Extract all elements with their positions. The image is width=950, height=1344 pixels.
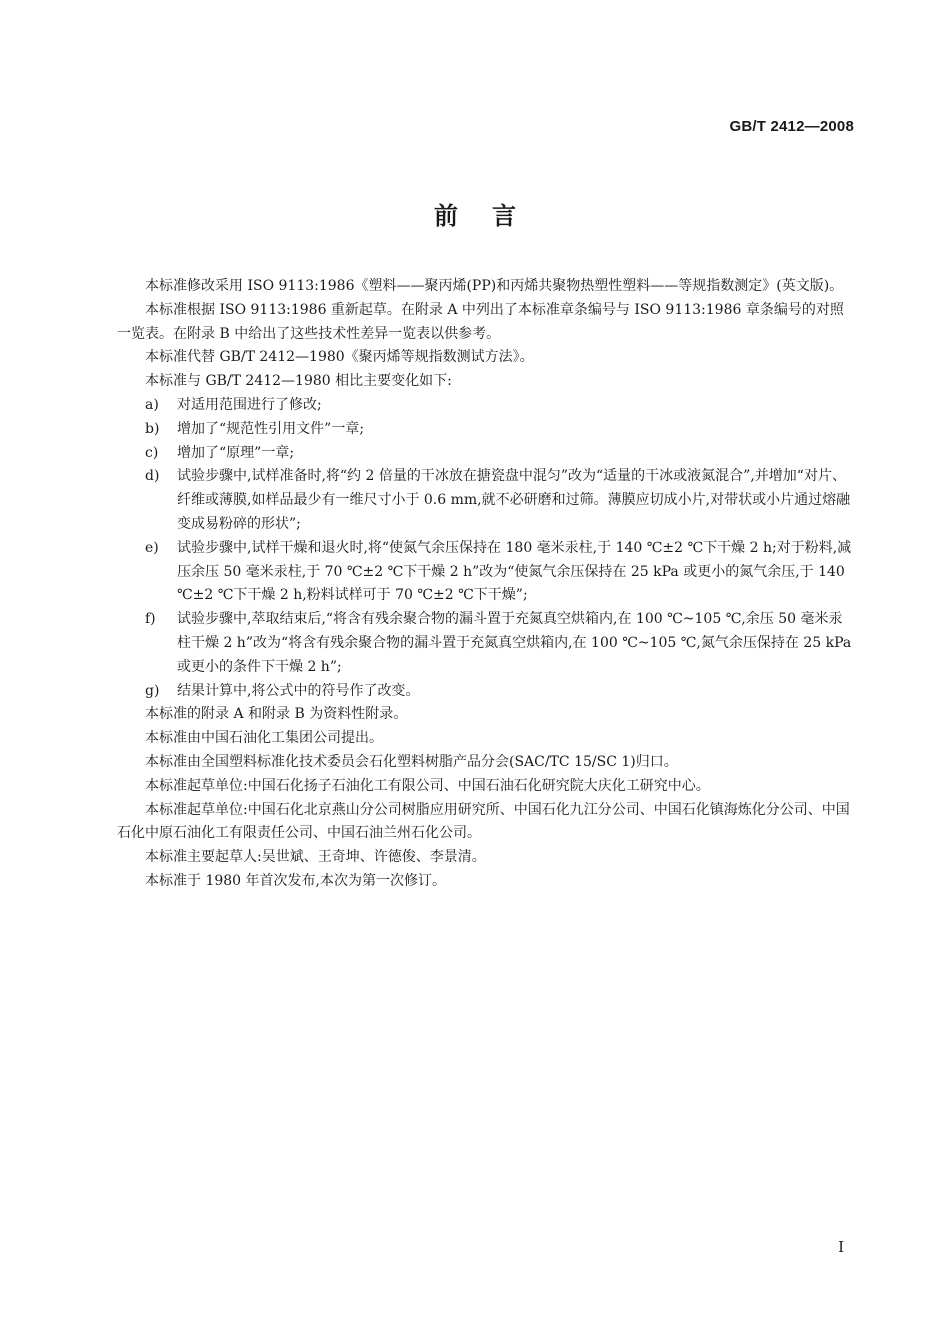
paragraph-drafting: 本标准根据 ISO 9113:1986 重新起草。在附录 A 中列出了本标准章条编号与 ISO 9113:1986 章条编号的对照一览表。在附录 B 中给出了这些技术性差异一览表以供参考。 bbox=[117, 301, 844, 342]
change-item bbox=[117, 418, 855, 442]
change-item bbox=[117, 394, 855, 418]
paragraph-proposer: 本标准由中国石油化工集团公司提出。 bbox=[145, 730, 383, 747]
change-item bbox=[117, 465, 855, 536]
change-text: 增加了“原理”一章; bbox=[177, 444, 295, 461]
page-title: 前言 bbox=[434, 202, 550, 230]
list-marker: c) bbox=[145, 444, 159, 461]
paragraph-drafters: 本标准主要起草人:吴世斌、王奇坤、许德俊、李景清。 bbox=[145, 849, 486, 866]
list-marker: f) bbox=[145, 611, 156, 628]
change-text: 试验步骤中,试样干燥和退火时,将“使氮气余压保持在 180 毫米汞柱,于 140 ℃±2 ℃下干燥 2 h;对于粉料,减压余压 50 毫米汞柱,于 70 ℃±2 ℃下干燥 2 h”改为“使氮气余压保持在 25 kPa 或更小的氮气余压,于 140 ℃±2 ℃下干燥 2 h,粉料试样可于 70 ℃±2 ℃下干燥”; bbox=[177, 539, 852, 604]
list-marker: b) bbox=[145, 420, 160, 437]
list-marker: g) bbox=[145, 682, 160, 699]
paragraph-history: 本标准于 1980 年首次发布,本次为第一次修订。 bbox=[145, 872, 446, 889]
paragraph-replacement: 本标准代替 GB/T 2412—1980《聚丙烯等规指数测试方法》。 bbox=[145, 349, 534, 366]
paragraph-changes-intro: 本标准与 GB/T 2412—1980 相比主要变化如下: bbox=[145, 373, 452, 390]
change-item bbox=[117, 537, 855, 608]
page-number: I bbox=[838, 1238, 844, 1256]
change-text: 对适用范围进行了修改; bbox=[177, 396, 322, 413]
change-text: 增加了“规范性引用文件”一章; bbox=[177, 420, 365, 437]
list-marker: d) bbox=[145, 468, 160, 485]
change-text: 试验步骤中,试样准备时,将“约 2 倍量的干冰放在搪瓷盘中混匀”改为“适量的干冰或液氮混合”,并增加“对片、纤维或薄膜,如样品最少有一维尺寸小于 0.6 mm,就不必研磨和过筛。薄膜应切成小片,对带状或小片通过熔融变成易粉碎的形状”; bbox=[177, 468, 851, 532]
list-marker: a) bbox=[145, 396, 159, 413]
document-body bbox=[117, 275, 855, 894]
paragraph-participating-units: 本标准起草单位:中国石化北京燕山分公司树脂应用研究所、中国石化九江分公司、中国石化镇海炼化分公司、中国石化中原石油化工有限责任公司、中国石油兰州石化公司。 bbox=[117, 801, 850, 842]
change-item bbox=[117, 680, 855, 704]
standard-number: GB/T 2412—2008 bbox=[729, 118, 854, 135]
change-text: 结果计算中,将公式中的符号作了改变。 bbox=[177, 682, 420, 699]
list-marker: e) bbox=[145, 539, 159, 556]
paragraph-drafting-units: 本标准起草单位:中国石化扬子石油化工有限公司、中国石油石化研究院大庆化工研究中心。 bbox=[145, 777, 710, 794]
change-item bbox=[117, 442, 855, 466]
change-text: 试验步骤中,萃取结束后,“将含有残余聚合物的漏斗置于充氮真空烘箱内,在 100 ℃~105 ℃,余压 50 毫米汞柱干燥 2 h”改为“将含有残余聚合物的漏斗置于充氮真空烘箱内,在 100 ℃~105 ℃,氮气余压保持在 25 kPa 或更小的条件下干燥 2 h”; bbox=[177, 611, 852, 675]
paragraph-annexes: 本标准的附录 A 和附录 B 为资料性附录。 bbox=[145, 706, 408, 723]
paragraph-committee: 本标准由全国塑料标准化技术委员会石化塑料树脂产品分会(SAC/TC 15/SC 1)归口。 bbox=[145, 753, 678, 770]
paragraph-adoption: 本标准修改采用 ISO 9113:1986《塑料——聚丙烯(PP)和丙烯共聚物热塑性塑料——等规指数测定》(英文版)。 bbox=[145, 278, 844, 294]
change-item bbox=[117, 608, 855, 679]
